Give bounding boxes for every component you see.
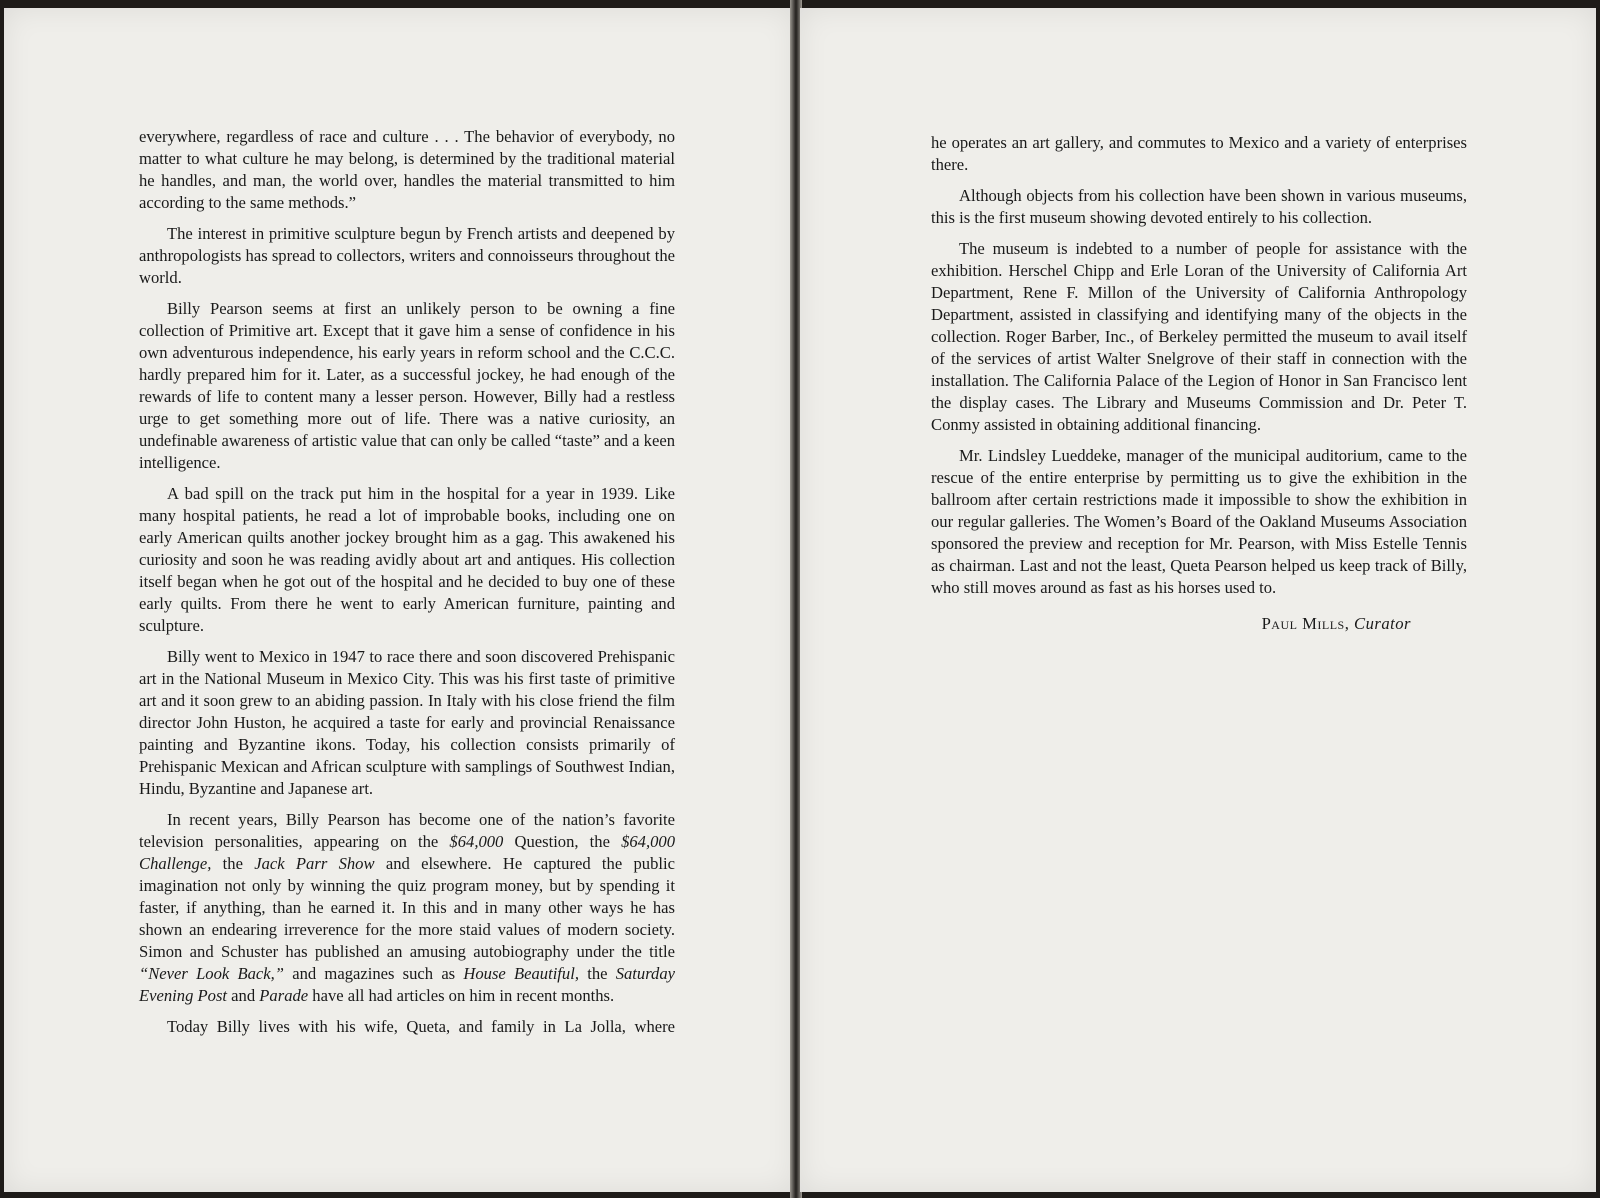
paragraph: Billy went to Mexico in 1947 to race there and soon discovered Prehispanic art in the National Museum in Mexico City. This was his first taste of primitive art and it soon grew to an abiding passion. In Italy with his close friend the film director John Huston, he acquired a taste for early and provincial Renaissance painting and Byzantine ikons. Today, his collection consists primarily of Prehispanic Mexican and African sculpture with samplings of Southwest Indian, Hindu, Byzantine and Japanese art. <box>139 647 675 798</box>
paragraph: A bad spill on the track put him in the hospital for a year in 1939. Like many hospital patients, he read a lot of improbable books, including one on early American quilts another jockey brought him as a gag. This awakened his curiosity and soon he was reading avidly about art and antiques. His collection itself began when he got out of the hospital and he decided to buy one of these early quilts. From there he went to early American furniture, painting and sculpture. <box>139 484 675 635</box>
paragraph: The interest in primitive sculpture begun by French artists and deepened by anthropologists has spread to collectors, writers and connoisseurs throughout the world. <box>139 224 675 287</box>
text-run: the <box>211 854 255 873</box>
paragraph: Although objects from his collection have been shown in various museums, this is the first museum showing devoted entirely to his collection. <box>931 186 1467 227</box>
italic-title: Parade <box>259 986 309 1005</box>
text-run: the <box>578 964 616 983</box>
text-run: and elsewhere. He captured the public imagination not only by winning the quiz program money, but by spending it faster, if anything, than he earned it. In this and in many other ways he has shown an endearing irreverence for the more staid values of modern society. Simon and Schuster has published an amusing autobiography under the title <box>139 854 675 961</box>
signature-name: Paul Mills, <box>1261 614 1350 633</box>
signature <box>931 613 1467 635</box>
paragraph: The museum is indebted to a number of people for assistance with the exhibition. Herschel Chipp and Erle Loran of the University of California Art Department, Rene F. Millon of the University of California Anthropology Department, assisted in classifying and identifying many of the objects in the collection. Roger Barber, Inc., of Berkeley permitted the museum to avail itself of the services of artist Walter Snelgrove of their staff in connection with the installation. The California Palace of the Legion of Honor in San Francisco lent the display cases. The Library and Museums Commission and Dr. Peter T. Conmy assisted in obtaining additional financing. <box>931 239 1467 434</box>
text-run: and magazines such as <box>284 964 464 983</box>
signature-title: Curator <box>1354 614 1411 633</box>
paragraph <box>139 809 675 1007</box>
right-text-column <box>931 132 1467 635</box>
paragraph: Billy Pearson seems at first an unlikely person to be owning a fine collection of Primitive art. Except that it gave him a sense of confidence in his own adventurous independence, his early years in reform school and the C.C.C. hardly prepared him for it. Later, as a successful jockey, he had enough of the rewards of life to content many a lesser person. However, Billy had a restless urge to get something more out of life. There was a native curiosity, an undefinable awareness of artistic value that can only be called “taste” and a keen intelligence. <box>139 299 675 472</box>
italic-title: $64,000 Challenge, <box>139 832 675 873</box>
italic-title: Jack Parr Show <box>254 854 375 873</box>
paragraph: he operates an art gallery, and commutes to Mexico and a variety of enterprises there. <box>931 133 1467 174</box>
italic-title: $64,000 <box>449 832 504 851</box>
text-run: have all had articles on him in recent months. <box>308 986 615 1005</box>
italic-title: House Beautiful, <box>463 964 579 983</box>
paragraph: Today Billy lives with his wife, Queta, and family in La Jolla, where <box>167 1017 675 1036</box>
left-text-column <box>139 126 675 1047</box>
paragraph: Mr. Lindsley Lueddeke, manager of the municipal auditorium, came to the rescue of the entire enterprise by permitting us to give the exhibition in the ballroom after certain restrictions made it impossible to show the exhibition in our regular galleries. The Women’s Board of the Oakland Museums Association sponsored the preview and reception for Mr. Pearson, with Miss Estelle Tennis as chairman. Last and not the least, Queta Pearson helped us keep track of Billy, who still moves around as fast as his horses used to. <box>931 446 1467 597</box>
italic-title: “Never Look Back,” <box>139 964 285 983</box>
text-run: and <box>227 986 260 1005</box>
italic-title: Saturday Evening Post <box>139 964 676 1005</box>
text-run: Question, the <box>503 832 622 851</box>
left-page <box>4 8 794 1192</box>
text-run: In recent years, Billy Pearson has become one of the nation’s favorite television personalities, appearing on the <box>139 810 675 851</box>
right-page <box>800 8 1596 1192</box>
paragraph: everywhere, regardless of race and culture . . . The behavior of everybody, no matter to what culture he may belong, is determined by the traditional material he handles, and man, the world over, handles the material transmitted to him according to the same methods.” <box>139 127 675 212</box>
